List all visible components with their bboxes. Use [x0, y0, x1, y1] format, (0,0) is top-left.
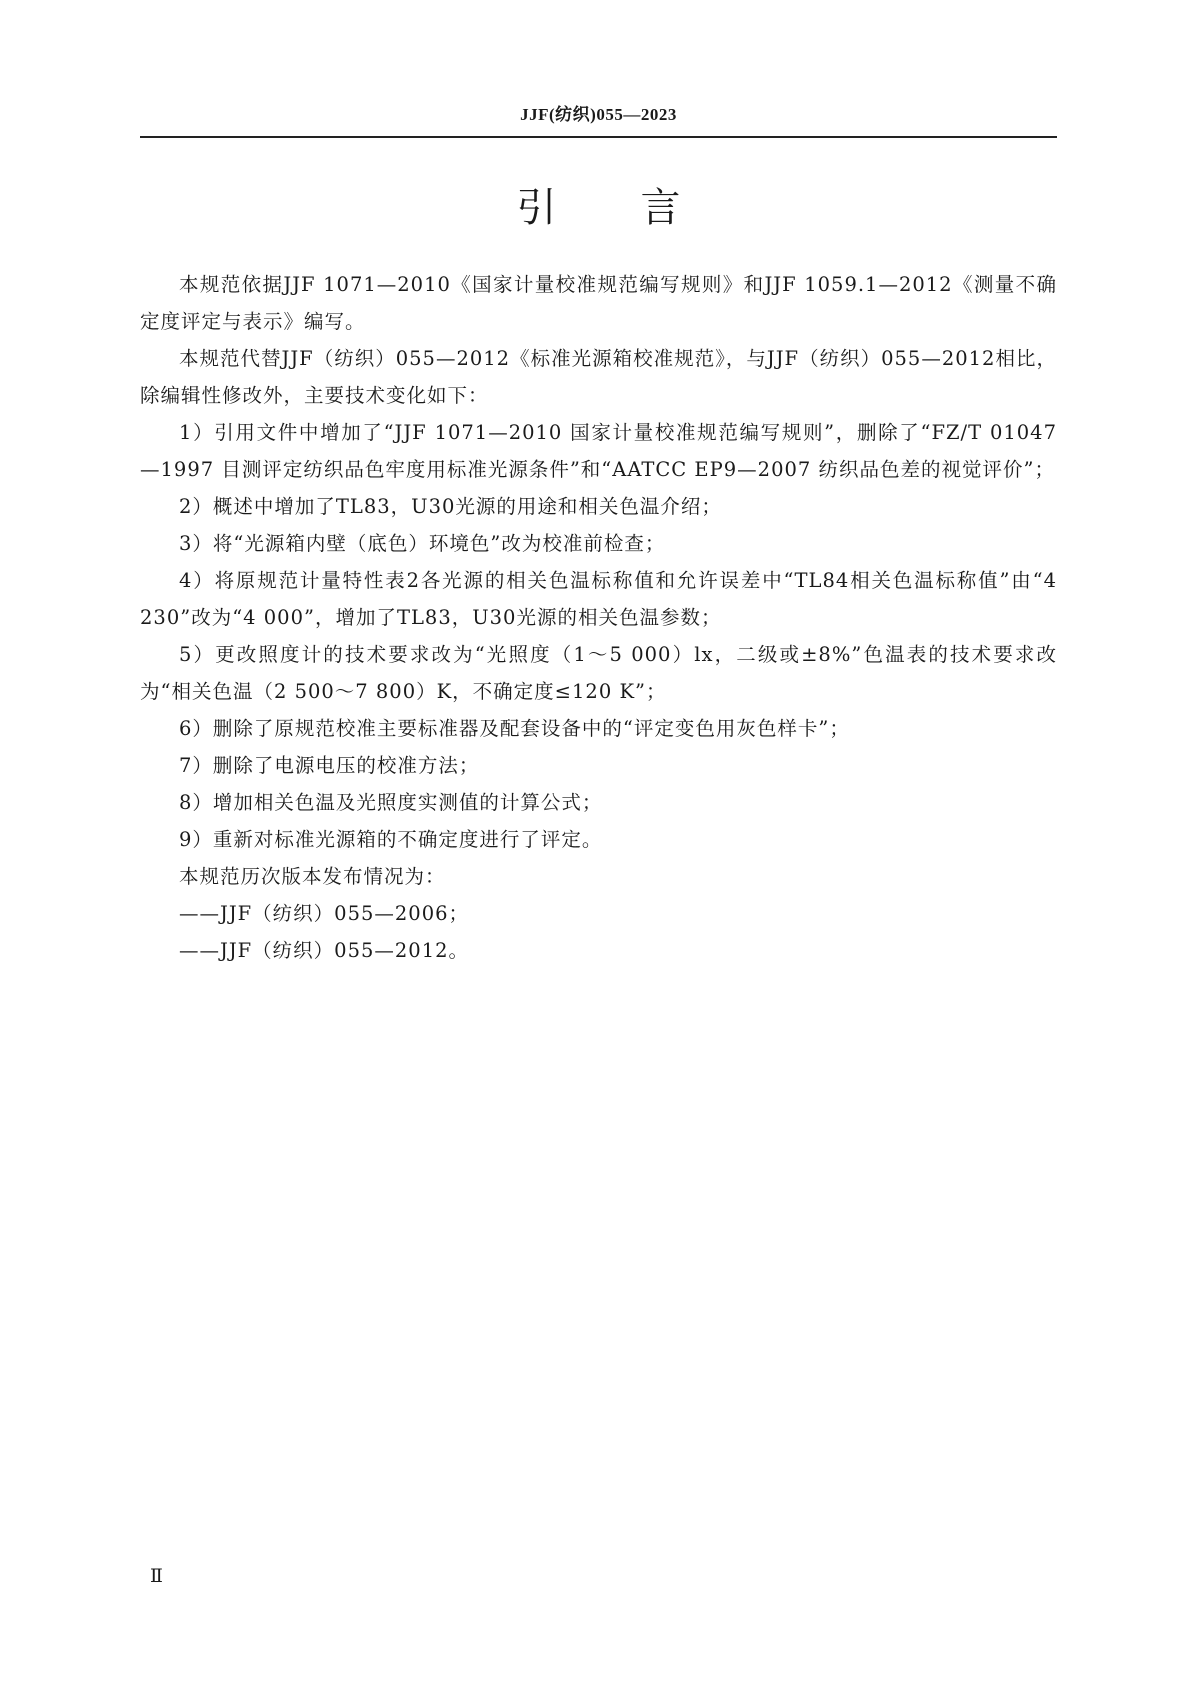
paragraph-replacement: 本规范代替JJF（纺织）055—2012《标准光源箱校准规范》，与JJF（纺织）055—2012相比，除编辑性修改外，主要技术变化如下： — [140, 347, 1057, 407]
change-item-5: 5）更改照度计的技术要求改为“光照度（1～5 000）lx，二级或±8%”色温表的技术要求改为“相关色温（2 500～7 800）K，不确定度≤120 K”； — [140, 643, 1057, 703]
change-item-9: 9）重新对标准光源箱的不确定度进行了评定。 — [179, 828, 603, 851]
change-item-8: 8）增加相关色温及光照度实测值的计算公式； — [179, 791, 603, 814]
change-item-6: 6）删除了原规范校准主要标准器及配套设备中的“评定变色用灰色样卡”； — [179, 717, 850, 740]
standard-code-header: JJF(纺织)055—2023 — [520, 105, 677, 124]
change-item-4: 4）将原规范计量特性表2各光源的相关色温标称值和允许误差中“TL84相关色温标称值”由“4 230”改为“4 000”，增加了TL83，U30光源的相关色温参数； — [140, 569, 1057, 629]
change-item-2: 2）概述中增加了TL83，U30光源的用途和相关色温介绍； — [179, 495, 722, 518]
change-item-7: 7）删除了电源电压的校准方法； — [179, 754, 480, 777]
header-divider — [140, 136, 1057, 138]
change-item-1: 1）引用文件中增加了“JJF 1071—2010 国家计量校准规范编写规则”，删除了“FZ/T 01047—1997 目测评定纺织品色牢度用标准光源条件”和“AATCC EP9—2007 纺织品色差的视觉评价”； — [140, 421, 1057, 481]
paragraph-basis: 本规范依据JJF 1071—2010《国家计量校准规范编写规则》和JJF 1059.1—2012《测量不确定度评定与表示》编写。 — [140, 273, 1057, 333]
page-title: 引言 — [516, 185, 765, 231]
version-history-item: ——JJF（纺织）055—2006； — [179, 902, 470, 925]
change-item-3: 3）将“光源箱内壁（底色）环境色”改为校准前检查； — [179, 532, 666, 555]
page-number: Ⅱ — [150, 1566, 163, 1587]
version-history-item: ——JJF（纺织）055—2012。 — [179, 939, 470, 962]
version-history-heading: 本规范历次版本发布情况为： — [179, 865, 446, 888]
body-text — [140, 266, 1057, 969]
